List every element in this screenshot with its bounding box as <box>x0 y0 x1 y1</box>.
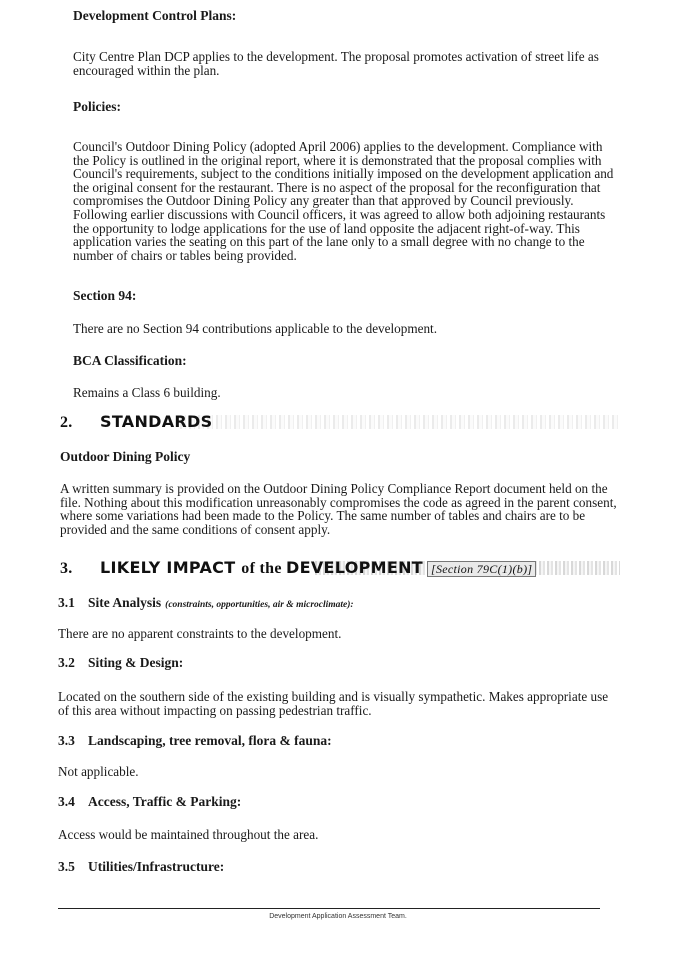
footer-rule <box>58 908 600 909</box>
policies-heading <box>73 99 619 115</box>
sub-3-1-label: Site Analysis <box>88 595 162 610</box>
bca-heading-text: BCA Classification: <box>73 353 187 368</box>
dcp-body <box>73 50 619 77</box>
section-2-title: STANDARDS <box>100 412 213 431</box>
bca-heading <box>73 353 619 369</box>
sub-3-2-label: Siting & Design: <box>88 655 184 670</box>
sub-3-3-number: 3.3 <box>58 733 75 748</box>
sub-3-2-heading <box>58 654 618 672</box>
outdoor-heading <box>60 449 606 465</box>
bca-body-text: Remains a Class 6 building. <box>73 385 221 400</box>
section-3-title-a: LIKELY IMPACT <box>100 558 242 577</box>
sub-3-3-body <box>58 765 618 779</box>
section94-heading-text: Section 94: <box>73 288 137 303</box>
section-2-header <box>60 412 620 434</box>
section94-heading <box>73 288 619 304</box>
sub-3-2-body <box>58 690 618 717</box>
section-3-header <box>60 558 620 580</box>
outdoor-heading-text: Outdoor Dining Policy <box>60 449 191 464</box>
section-3-number: 3. <box>60 560 73 577</box>
bca-body <box>73 386 619 400</box>
dcp-heading <box>73 8 619 24</box>
sub-3-1-number: 3.1 <box>58 595 75 610</box>
sub-3-5-label: Utilities/Infrastructure: <box>88 859 225 874</box>
sub-3-1-body-text: There are no apparent constraints to the development. <box>58 626 342 641</box>
section-2-number: 2. <box>60 414 73 431</box>
sub-3-4-body-text: Access would be maintained throughout the area. <box>58 827 319 842</box>
sub-3-2-number: 3.2 <box>58 655 75 670</box>
sub-3-3-body-text: Not applicable. <box>58 764 139 779</box>
section-3-title-b: of the <box>241 560 287 577</box>
sub-3-1-note: (constraints, opportunities, air & microclimate): <box>165 600 354 610</box>
outdoor-body <box>60 482 620 536</box>
footer-text: Development Application Assessment Team. <box>269 913 407 920</box>
dcp-heading-text: Development Control Plans: <box>73 8 237 23</box>
outdoor-body-text: A written summary is provided on the Outdoor Dining Policy Compliance Report document held on the file. Nothing about this modification unreasonably compromises the code as agreed in the parent consent, where some variations had been made to the Policy. The same number of tables and chairs are to be provided and the same conditions of consent apply. <box>60 481 617 537</box>
policies-body-text: Council's Outdoor Dining Policy (adopted April 2006) applies to the development. Compliance with the Policy is outlined in the original report, where it is demonstrated that the proposal complies with Council's requirements, subject to the conditions initially imposed on the development application and the original consent for the restaurant. There is no aspect of the proposal for the reconfiguration that compromises the Outdoor Dining Policy any greater than that approved by Council previously. Following earlier discussions with Council officers, it was agreed to allow both adjoining restaurants the opportunity to lodge applications for the use of land opposite the adjacent right-of-way. This application varies the seating on this part of the lane only to a small degree with no change to the number of chairs or tables being provided. <box>73 139 614 263</box>
sub-3-4-label: Access, Traffic & Parking: <box>88 794 242 809</box>
sub-3-2-body-text: Located on the southern side of the existing building and is visually sympathetic. Makes appropriate use of this area without impacting on passing pedestrian traffic. <box>58 689 609 718</box>
sub-3-4-number: 3.4 <box>58 794 75 809</box>
sub-3-5-heading <box>58 858 618 876</box>
sub-3-1-heading <box>58 594 618 612</box>
sub-3-3-label: Landscaping, tree removal, flora & fauna: <box>88 733 332 748</box>
policies-body <box>73 140 619 262</box>
section-3-title-c: DEVELOPMENT <box>286 558 423 577</box>
sub-3-4-heading <box>58 793 618 811</box>
section-3-reference: [Section 79C(1)(b)] <box>427 561 536 577</box>
section94-body-text: There are no Section 94 contributions applicable to the development. <box>73 321 438 336</box>
dcp-body-text: City Centre Plan DCP applies to the development. The proposal promotes activation of street life as encouraged within the plan. <box>73 49 599 78</box>
sub-3-3-heading <box>58 732 618 750</box>
policies-heading-text: Policies: <box>73 99 121 114</box>
sub-3-4-body <box>58 828 618 842</box>
sub-3-1-body <box>58 627 618 641</box>
sub-3-5-number: 3.5 <box>58 859 75 874</box>
section94-body <box>73 322 619 336</box>
